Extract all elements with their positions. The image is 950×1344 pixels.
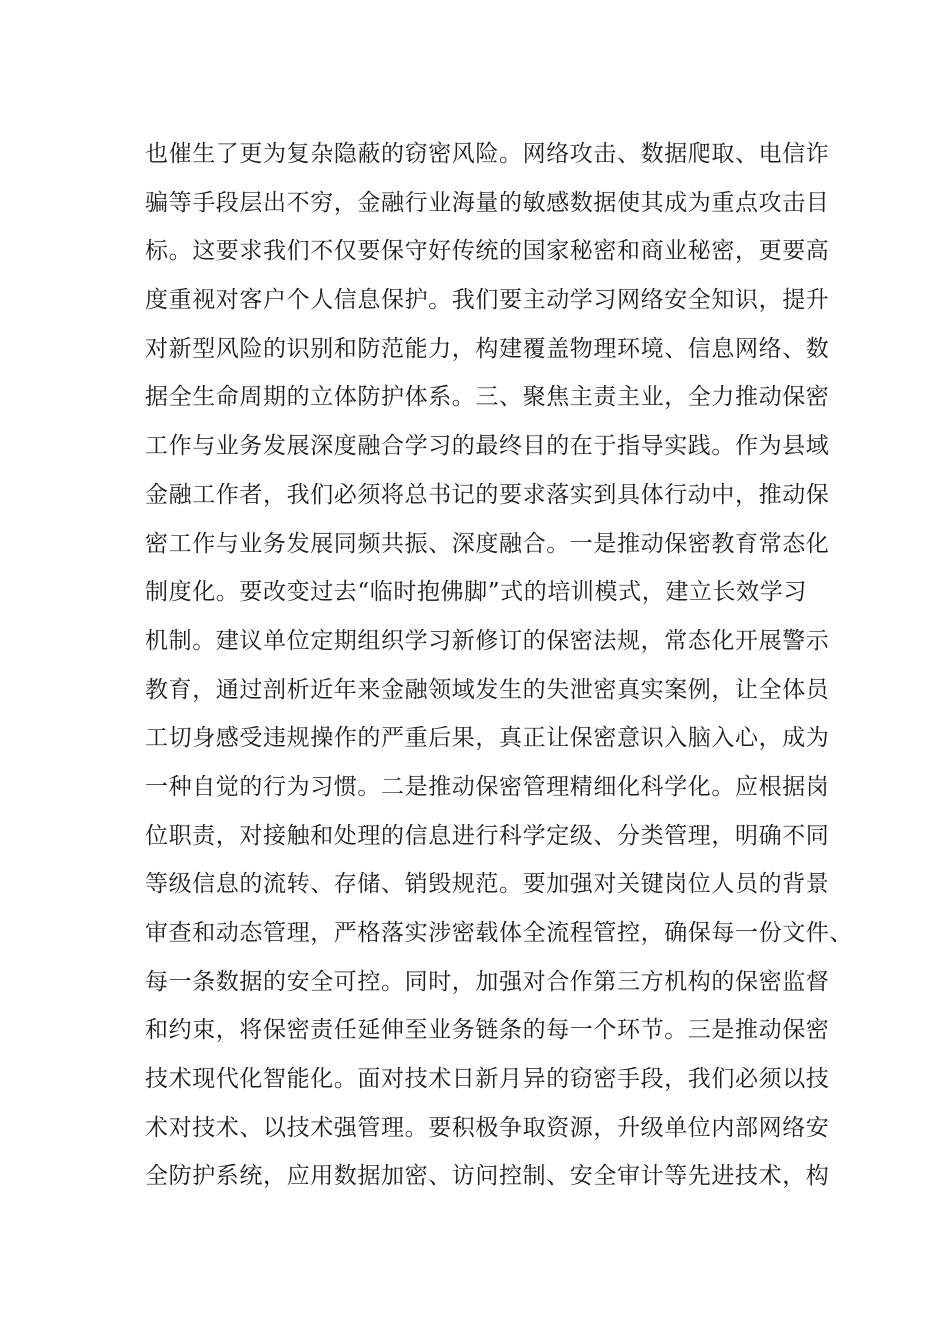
text-line: 对新型风险的识别和防范能力，构建覆盖物理环境、信息网络、数 (145, 335, 830, 362)
text-line: 工作与业务发展深度融合学习的最终目的在于指导实践。作为县域 (145, 433, 830, 460)
body-text (145, 130, 945, 1201)
text-line: 技术现代化智能化。面对技术日新月异的窃密手段，我们必须以技 (145, 1066, 830, 1093)
text-line: 术对技术、以技术强管理。要积极争取资源，升级单位内部网络安 (145, 1114, 830, 1141)
text-line: 也催生了更为复杂隐蔽的窃密风险。网络攻击、数据爬取、电信诈 (145, 141, 830, 167)
text-line: 每一条数据的安全可控。同时，加强对合作第三方机构的保密监督 (145, 968, 830, 995)
text-line: 机制。建议单位定期组织学习新修订的保密法规，常态化开展警示 (145, 627, 830, 654)
text-line: 一种自觉的行为习惯。二是推动保密管理精细化科学化。应根据岗 (145, 773, 830, 800)
text-line: 骗等手段层出不穷，金融行业海量的敏感数据使其成为重点攻击目 (145, 189, 830, 216)
text-line: 标。这要求我们不仅要保守好传统的国家秘密和商业秘密，更要高 (145, 238, 830, 265)
text-line: 全防护系统，应用数据加密、访问控制、安全审计等先进技术，构 (145, 1163, 830, 1190)
text-line: 密工作与业务发展同频共振、深度融合。一是推动保密教育常态化 (145, 530, 830, 557)
text-line: 和约束，将保密责任延伸至业务链条的每一个环节。三是推动保密 (145, 1017, 830, 1044)
text-line: 等级信息的流转、存储、销毁规范。要加强对关键岗位人员的背景 (145, 871, 830, 898)
text-line: 据全生命周期的立体防护体系。三、聚焦主责主业，全力推动保密 (145, 384, 830, 411)
text-line: 审查和动态管理，严格落实涉密载体全流程管控，确保每一份文件、 (145, 920, 853, 946)
text-line: 金融工作者，我们必须将总书记的要求落实到具体行动中，推动保 (145, 481, 830, 508)
text-line: 度重视对客户个人信息保护。我们要主动学习网络安全知识，提升 (145, 287, 830, 314)
text-line: 教育，通过剖析近年来金融领域发生的失泄密真实案例，让全体员 (145, 676, 830, 703)
text-line: 工切身感受违规操作的严重后果，真正让保密意识入脑入心，成为 (145, 725, 830, 752)
text-line: 位职责，对接触和处理的信息进行科学定级、分类管理，明确不同 (145, 822, 830, 849)
text-line: 制度化。要改变过去“临时抱佛脚”式的培训模式，建立长效学习 (145, 579, 807, 606)
